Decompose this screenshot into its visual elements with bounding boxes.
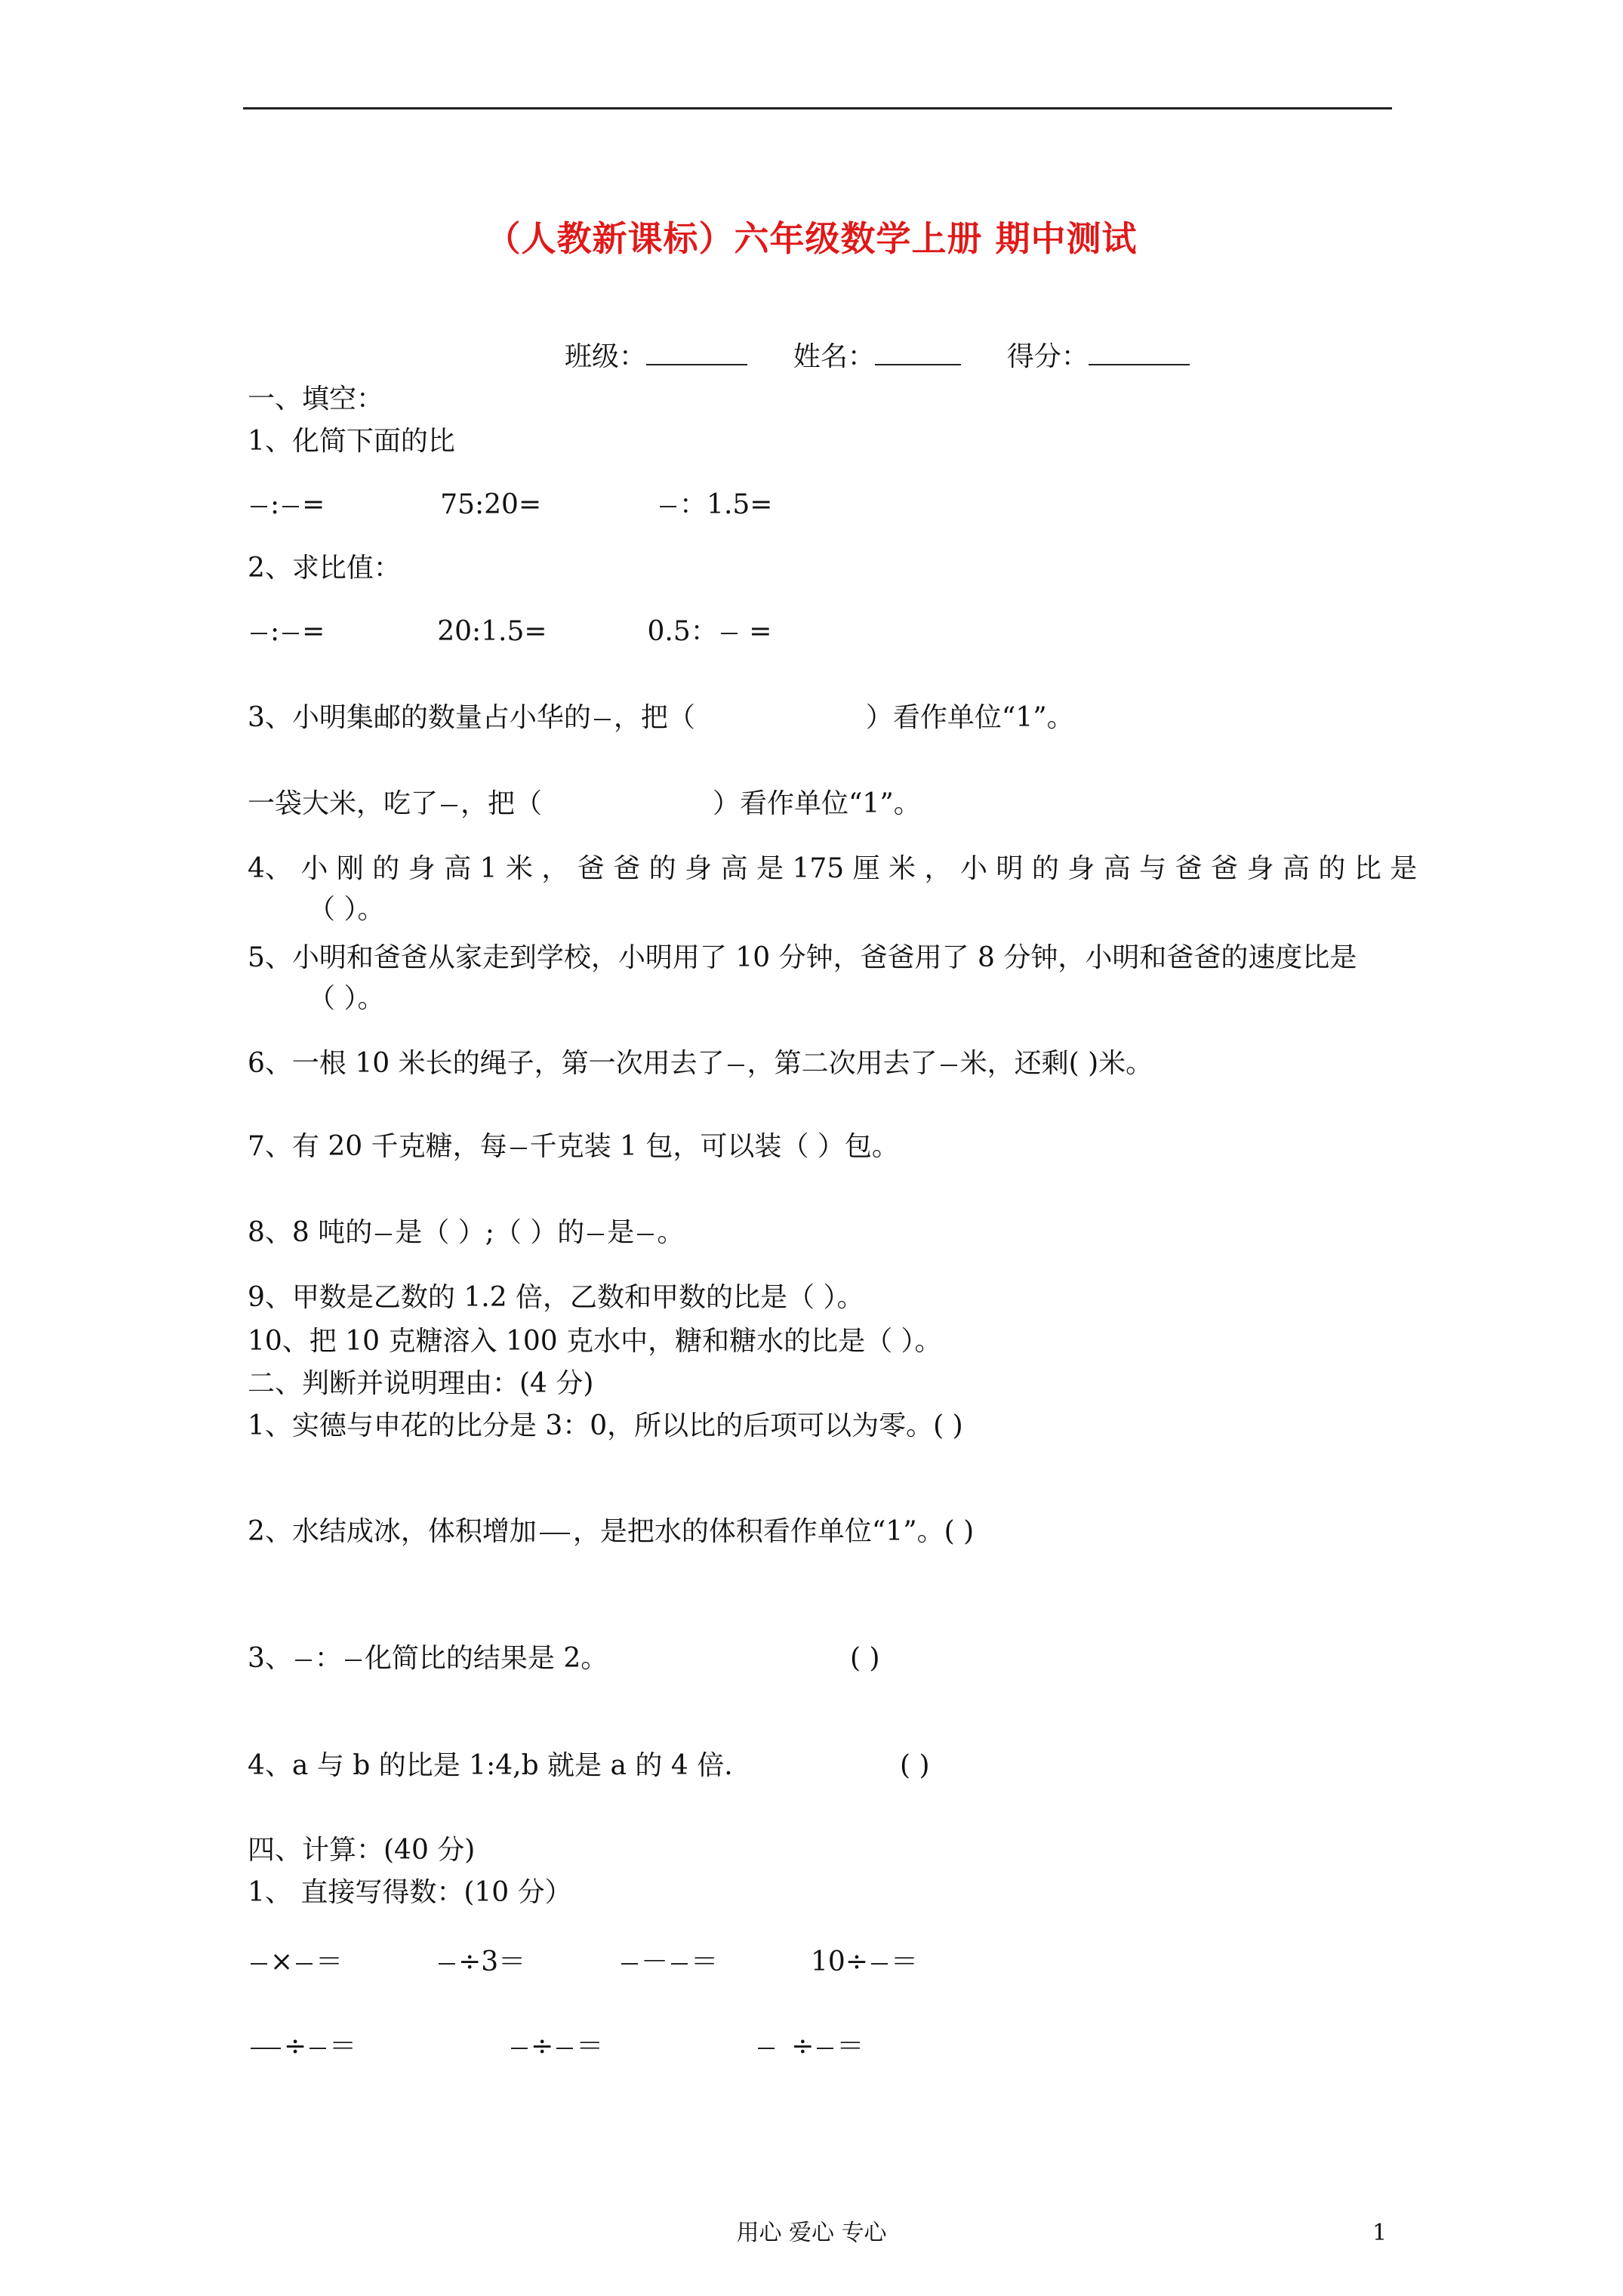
fraction [621, 1963, 638, 1965]
divide-sign: ÷ [531, 2031, 554, 2062]
fraction [345, 1660, 362, 1661]
equals: ＝ [576, 2031, 604, 2062]
q3a-post: ）看作单位“1”。 [865, 702, 1074, 733]
fraction [310, 2048, 326, 2049]
fraction [540, 1533, 570, 1534]
section1-heading: 一、填空： [248, 384, 384, 415]
ratio-colon: : [270, 616, 280, 647]
fraction [282, 633, 299, 634]
question-1-9: 9、甲数是乙数的 1.2 倍，乙数和甲数的比是（ ）。 [248, 1282, 864, 1313]
question-1-6 [248, 1045, 1153, 1083]
page-title: （人教新课标）六年级数学上册 期中测试 [485, 218, 1138, 259]
q8-mid2: 是 [607, 1217, 635, 1248]
q6-post: 米，还剩( )米。 [959, 1048, 1153, 1079]
student-info [565, 338, 1190, 376]
judge-4-paren[interactable]: ( ) [900, 1750, 930, 1781]
equals: = [302, 616, 325, 647]
judge3-num: 3、 [248, 1643, 292, 1674]
equals: ＝ [316, 1946, 343, 1977]
fraction [251, 2048, 281, 2049]
fraction [251, 633, 267, 634]
fraction [660, 506, 676, 507]
fraction [556, 2048, 573, 2049]
calc-row-2 [248, 2028, 864, 2066]
name-blank[interactable] [875, 340, 961, 365]
fraction [375, 1234, 392, 1235]
header-rule [243, 107, 1392, 109]
question-1-2: 2、求比值： [248, 553, 401, 584]
divide-3: ÷3＝ [458, 1946, 526, 1977]
fraction [295, 1660, 312, 1661]
fraction [817, 2048, 833, 2049]
minus-sign: － [641, 1946, 669, 1977]
question-1-4-line2: （ ）。 [308, 894, 385, 925]
question-1-1: 1、化简下面的比 [248, 426, 455, 457]
fraction [728, 1065, 744, 1066]
class-label: 班级： [565, 341, 647, 372]
q6-text: 6、一根 10 米长的绳子，第一次用去了 [248, 1048, 725, 1079]
equals: ＝ [836, 2031, 864, 2062]
q3b-post: ）看作单位“1”。 [713, 788, 921, 819]
ten-divide: 10÷ [811, 1946, 868, 1977]
question-1-1-items [248, 486, 772, 524]
equals: = [302, 489, 325, 520]
fraction [671, 1963, 688, 1965]
divide-sign: ÷ [791, 2031, 815, 2062]
q7-post: 千克装 1 包，可以装（ ）包。 [529, 1131, 899, 1162]
ratio-colon: : [270, 489, 280, 520]
equals: ＝ [329, 2031, 357, 2062]
fraction [296, 1963, 313, 1965]
judge-1: 1、实德与申花的比分是 3：0，所以比的后项可以为零。( ) [248, 1410, 963, 1441]
q3b-mid: ，把（ [460, 788, 543, 819]
calc-1: 1、 直接写得数：(10 分） [248, 1877, 572, 1908]
q8-post: 。 [657, 1217, 685, 1248]
fraction [251, 506, 267, 507]
fraction [941, 1065, 957, 1066]
fraction [439, 1963, 455, 1965]
q7-text: 7、有 20 千克糖，每 [248, 1131, 507, 1162]
judge-3 [248, 1640, 608, 1678]
judge2-post: ，是把水的体积看作单位“1”。( ) [572, 1516, 975, 1547]
q6-mid: ，第二次用去了 [747, 1048, 938, 1079]
question-1-7 [248, 1128, 899, 1166]
fraction [510, 1148, 527, 1149]
question-1-5-line1: 5、小明和爸爸从家走到学校，小明用了 10 分钟，爸爸用了 8 分钟，小明和爸爸的速度比是 [248, 942, 1357, 973]
q8-text: 8、8 吨的 [248, 1217, 373, 1248]
equals: ＝ [691, 1946, 719, 1977]
section4-heading: 四、计算：(40 分) [248, 1835, 476, 1866]
fraction [871, 1963, 888, 1965]
calc-row-1 [248, 1943, 918, 1981]
q3a-text: 3、小明集邮的数量占小华的 [248, 702, 591, 733]
page-footer: 用心 爱心 专心 [736, 2220, 887, 2246]
name-label: 姓名： [793, 341, 875, 372]
equals: = [749, 616, 772, 647]
fraction [251, 1963, 267, 1965]
fraction [282, 506, 299, 507]
score-blank[interactable] [1089, 340, 1190, 365]
q3a-mid: ，把（ [613, 702, 695, 733]
ratio-colon: ： [314, 1643, 342, 1674]
question-1-4-line1: 4、 小 刚 的 身 高 1 米 ， 爸 爸 的 身 高 是 175 厘 米 ， 小 明 的 身 高 与 爸 爸 身 高 的 比 是 [248, 853, 1418, 884]
q3b-text: 一袋大米，吃了 [248, 788, 439, 819]
fraction [587, 1234, 604, 1235]
equals: ＝ [891, 1946, 919, 1977]
ratio-0-5: 0.5： [647, 616, 718, 647]
judge3-text: 化简比的结果是 2。 [364, 1643, 608, 1674]
fraction [594, 719, 611, 720]
q8-mid1: 是（ ）;（ ）的 [395, 1217, 585, 1248]
judge-3-paren[interactable]: ( ) [850, 1643, 880, 1674]
judge-2 [248, 1513, 974, 1551]
question-1-5-line2: （ ）。 [308, 983, 385, 1014]
fraction [637, 1234, 654, 1235]
fraction [511, 2048, 528, 2049]
ratio-20-1-5: 20:1.5= [437, 616, 547, 647]
score-label: 得分： [1006, 341, 1089, 372]
fraction [441, 805, 457, 806]
section2-heading: 二、判断并说明理由：(4 分) [248, 1368, 594, 1399]
question-1-10: 10、把 10 克糖溶入 100 克水中，糖和糖水的比是（ ）。 [248, 1326, 942, 1357]
divide-sign: ÷ [284, 2031, 307, 2062]
ratio-75-20: 75:20= [440, 489, 542, 520]
question-1-2-items [248, 613, 771, 651]
class-blank[interactable] [646, 340, 747, 365]
judge-4: 4、a 与 b 的比是 1:4,b 就是 a 的 4 倍. [248, 1750, 733, 1781]
multiply-sign: × [270, 1946, 294, 1977]
fraction [721, 633, 738, 634]
question-1-3b [248, 785, 921, 823]
page-number: 1 [1372, 2220, 1387, 2246]
ratio-1-5: ：1.5= [679, 489, 773, 520]
question-1-8 [248, 1214, 684, 1252]
question-1-3a [248, 699, 1074, 737]
judge2-text: 2、水结成冰，体积增加 [248, 1516, 537, 1547]
fraction [758, 2048, 775, 2049]
